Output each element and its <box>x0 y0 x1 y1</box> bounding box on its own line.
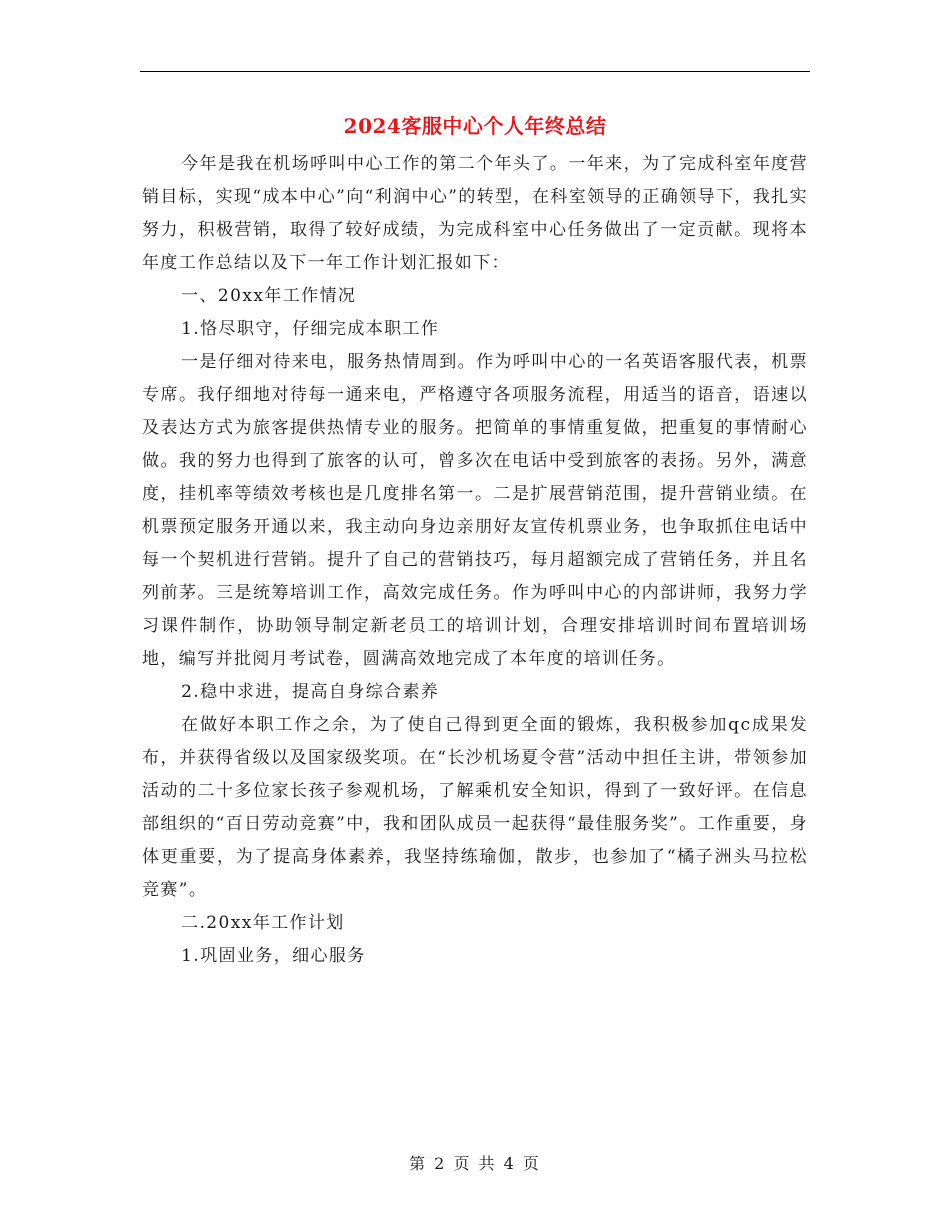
paragraph-duties: 一是仔细对待来电，服务热情周到。作为呼叫中心的一名英语客服代表，机票专席。我仔细地对待每一通来电，严格遵守各项服务流程，用适当的语音，语速以及表达方式为旅客提供热情专业的服务。把简单的事情重复做，把重复的事情耐心做。我的努力也得到了旅客的认可，曾多次在电话中受到旅客的表扬。另外，满意度，挂机率等绩效考核也是几度排名第一。二是扩展营销范围，提升营销业绩。在机票预定服务开通以来，我主动向身边亲朋好友宣传机票业务，也争取抓住电话中每一个契机进行营销。提升了自己的营销技巧，每月超额完成了营销任务，并且名列前茅。三是统筹培训工作，高效完成任务。作为呼叫中心的内部讲师，我努力学习课件制作，协助领导制定新老员工的培训计划，合理安排培训时间布置培训场地，编写并批阅月考试卷，圆满高效地完成了本年度的培训任务。 <box>142 352 808 669</box>
page-number-footer: 第 2 页 共 4 页 <box>409 1154 541 1173</box>
document-title: 2024客服中心个人年终总结 <box>343 114 607 138</box>
heading-subsection-1-1: 1.恪尽职守，仔细完成本职工作 <box>181 319 440 339</box>
document-body <box>142 148 808 973</box>
paragraph-intro: 今年是我在机场呼叫中心工作的第二个年头了。一年来，为了完成科室年度营销目标，实现“成本中心”向“利润中心”的转型，在科室领导的正确领导下，我扎实努力，积极营销，取得了较好成绩，为完成科室中心任务做出了一定贡献。现将本年度工作总结以及下一年工作计划汇报如下： <box>142 154 808 273</box>
heading-subsection-2-1: 1.巩固业务，细心服务 <box>181 946 366 966</box>
heading-section-1: 一、20xx年工作情况 <box>181 286 357 306</box>
header-rule <box>140 71 810 72</box>
heading-subsection-1-2: 2.稳中求进，提高自身综合素养 <box>181 682 440 702</box>
paragraph-development: 在做好本职工作之余，为了使自己得到更全面的锻炼，我积极参加qc成果发布，并获得省级以及国家级奖项。在“长沙机场夏令营”活动中担任主讲，带领参加活动的二十多位家长孩子参观机场，了解乘机安全知识，得到了一致好评。在信息部组织的“百日劳动竞赛”中，我和团队成员一起获得“最佳服务奖”。工作重要，身体更重要，为了提高身体素养，我坚持练瑜伽，散步，也参加了“橘子洲头马拉松竞赛”。 <box>142 715 808 900</box>
heading-section-2: 二.20xx年工作计划 <box>181 913 345 933</box>
